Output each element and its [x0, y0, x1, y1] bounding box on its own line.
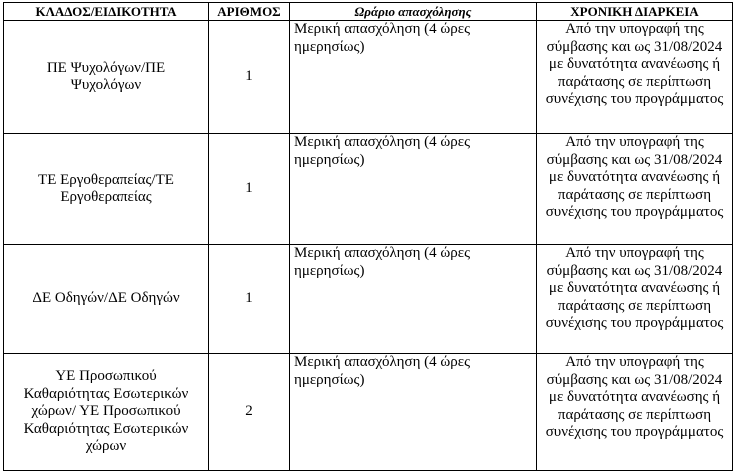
cell-duration: Από την υπογραφή της σύμβασης και ως 31/08/2024 με δυνατότητα ανανέωσης ή παράτασης σε περίπτωση συνέχισης του προγράμματος — [537, 245, 733, 354]
cell-count: 1 — [209, 245, 290, 354]
table-header-row — [4, 3, 733, 21]
header-count: ΑΡΙΘΜΟΣ — [209, 3, 290, 21]
header-duration: ΧΡΟΝΙΚΗ ΔΙΑΡΚΕΙΑ — [537, 3, 733, 21]
cell-schedule: Μερική απασχόληση (4 ώρες ημερησίως) — [290, 354, 537, 471]
positions-table — [3, 2, 733, 471]
cell-specialty: ΥΕ Προσωπικού Καθαριότητας Εσωτερικών χώρων/ ΥΕ Προσωπικού Καθαριότητας Εσωτερικών χώρων — [4, 354, 209, 471]
table-row — [4, 21, 733, 134]
cell-count: 1 — [209, 134, 290, 245]
cell-duration: Από την υπογραφή της σύμβασης και ως 31/08/2024 με δυνατότητα ανανέωσης ή παράτασης σε περίπτωση συνέχισης του προγράμματος — [537, 21, 733, 134]
cell-schedule: Μερική απασχόληση (4 ώρες ημερησίως) — [290, 21, 537, 134]
cell-specialty: ΠΕ Ψυχολόγων/ΠΕ Ψυχολόγων — [4, 21, 209, 134]
table-row — [4, 134, 733, 245]
cell-count: 1 — [209, 21, 290, 134]
table-row — [4, 245, 733, 354]
cell-duration: Από την υπογραφή της σύμβασης και ως 31/08/2024 με δυνατότητα ανανέωσης ή παράτασης σε περίπτωση συνέχισης του προγράμματος — [537, 354, 733, 471]
cell-specialty: ΔΕ Οδηγών/ΔΕ Οδηγών — [4, 245, 209, 354]
cell-schedule: Μερική απασχόληση (4 ώρες ημερησίως) — [290, 245, 537, 354]
header-schedule: Ωράριο απασχόλησης — [290, 3, 537, 21]
table-row — [4, 354, 733, 471]
header-specialty: ΚΛΑΔΟΣ/ΕΙΔΙΚΟΤΗΤΑ — [4, 3, 209, 21]
cell-duration: Από την υπογραφή της σύμβασης και ως 31/08/2024 με δυνατότητα ανανέωσης ή παράτασης σε περίπτωση συνέχισης του προγράμματος — [537, 134, 733, 245]
cell-schedule: Μερική απασχόληση (4 ώρες ημερησίως) — [290, 134, 537, 245]
cell-specialty: ΤΕ Εργοθεραπείας/ΤΕ Εργοθεραπείας — [4, 134, 209, 245]
cell-count: 2 — [209, 354, 290, 471]
